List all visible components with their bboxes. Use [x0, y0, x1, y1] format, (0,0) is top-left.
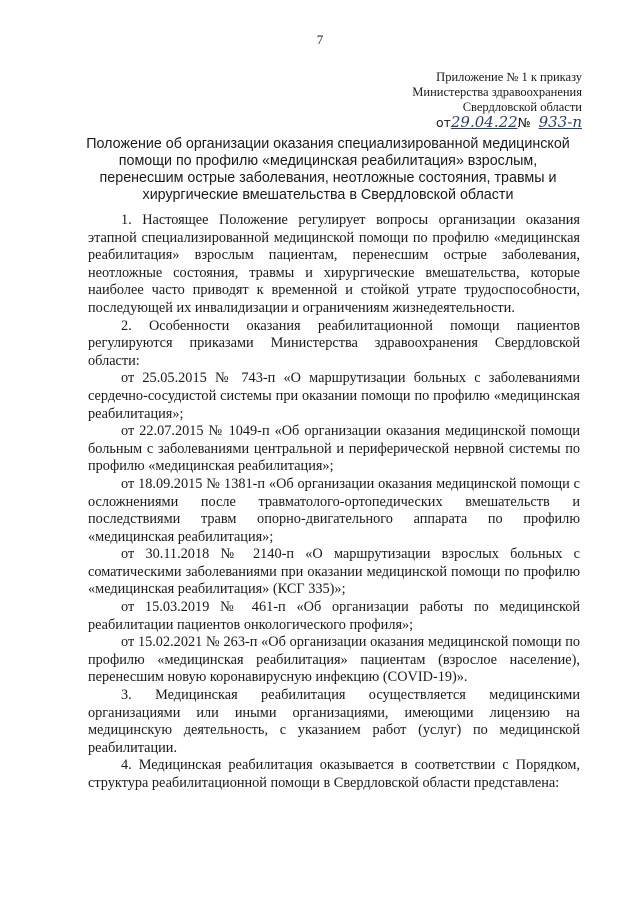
annex-line-1: Приложение № 1 к приказу	[436, 70, 582, 84]
number-prefix: №	[517, 115, 531, 130]
paragraph: от 15.03.2019 № 461-п «Об организации работы по медицинской реабилитации пациентов онкологического профиля»;	[88, 599, 580, 633]
paragraph: 1. Настоящее Положение регулирует вопросы организации оказания этапной специализированной медицинской помощи по профилю «медицинская реабилитация» взрослым пациентам, перенесшим острые заболевания, неотложные состояния, травмы и хирургические вмешательства, которые наиболее часто приводят к временной и стойкой утрате трудоспособности, последующей их инвалидизации и ограничениям жизнедеятельности.	[88, 212, 580, 316]
order-date-number	[342, 115, 582, 130]
paragraph: от 15.02.2021 № 263-п «Об организации оказания медицинской помощи по профилю «медицинская реабилитация» пациентам (взрослое население), перенесшим новую коронавирусную инфекцию (COVID-19)».	[88, 634, 580, 686]
paragraph: от 30.11.2018 № 2140-п «О маршрутизации взрослых больных с соматическими заболеваниями при оказании медицинской помощи по профилю «медицинская реабилитация» (КСГ 335)»;	[88, 546, 580, 598]
paragraph: от 25.05.2015 № 743-п «О маршрутизации больных с заболеваниями сердечно-сосудистой системы при оказании помощи по профилю «медицинская реабилитация»;	[88, 370, 580, 422]
annex-header	[342, 70, 582, 130]
order-date: 29.04.22	[450, 113, 518, 131]
annex-line-3: Свердловской области	[462, 100, 582, 114]
document-body	[88, 212, 580, 793]
annex-line-2: Министерства здравоохранения	[412, 85, 582, 99]
paragraph: от 22.07.2015 № 1049-п «Об организации оказания медицинской помощи больным с заболеваниями центральной и периферической нервной системы по профилю «медицинская реабилитация»;	[88, 423, 580, 475]
document-title: Положение об организации оказания специализированной медицинской помощи по профилю «медицинская реабилитация» взрослым, перенесшим острые заболевания, неотложные состояния, травмы и хирургические вмешательства в Свердловской области	[86, 136, 570, 203]
paragraph: 4. Медицинская реабилитация оказывается в соответствии с Порядком, структура реабилитационной помощи в Свердловской области представлена:	[88, 757, 580, 791]
date-prefix: от	[435, 115, 451, 130]
paragraph: от 18.09.2015 № 1381-п «Об организации оказания медицинской помощи с осложнениями после травматолого-ортопедических вмешательств и последствиями травм опорно-двигательного аппарата по профилю «медицинская реабилитация»;	[88, 475, 580, 545]
page-number: 7	[316, 32, 324, 47]
paragraph: 2. Особенности оказания реабилитационной помощи пациентов регулируются приказами Министерства здравоохранения Свердловской области:	[88, 317, 580, 369]
order-number: 933-п	[538, 113, 582, 131]
paragraph: 3. Медицинская реабилитация осуществляется медицинскими организациями или иными организациями, имеющими лицензию на медицинскую деятельность, с указанием работ (услуг) по медицинской реабилитации.	[88, 687, 580, 756]
